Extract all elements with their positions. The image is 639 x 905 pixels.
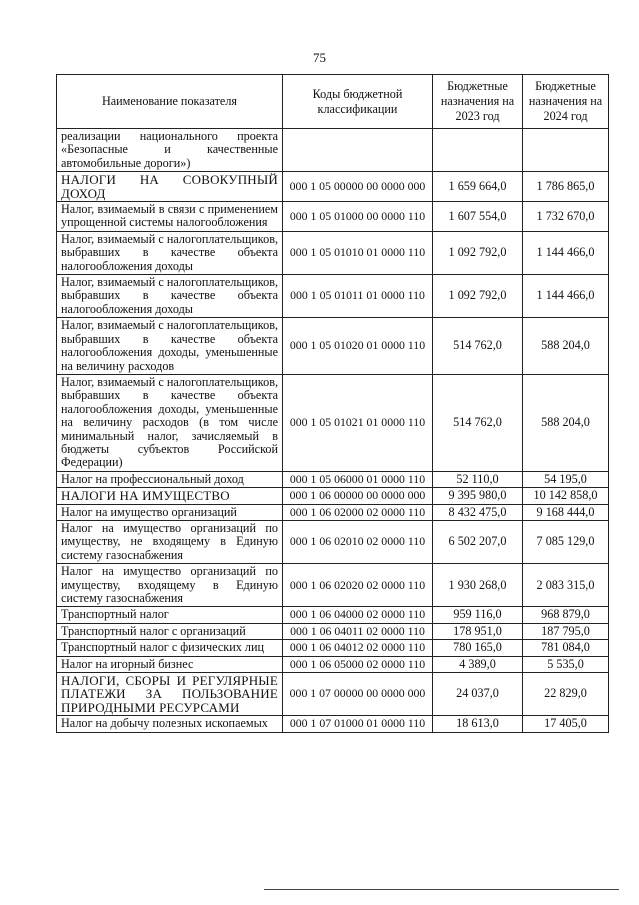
row-name: Налог, взимаемый с налогоплательщиков, выбравших в качестве объекта налогообложения доходы [57,231,283,274]
header-name: Наименование показателя [57,75,283,129]
row-value-2024: 9 168 444,0 [523,504,609,520]
row-name: Транспортный налог с физических лиц [57,640,283,656]
row-name: Транспортный налог [57,607,283,623]
row-name: Налог на профессиональный доход [57,471,283,487]
table-row [57,172,609,202]
row-value-2024: 5 535,0 [523,656,609,672]
table-row [57,275,609,318]
row-value-2024: 10 142 858,0 [523,488,609,504]
header-code: Коды бюджетной классификации [283,75,433,129]
table-row [57,318,609,375]
row-value-2024: 22 829,0 [523,673,609,716]
row-code: 000 1 06 02010 02 0000 110 [283,520,433,563]
header-2023: Бюджетные назначения на 2023 год [433,75,523,129]
row-code: 000 1 05 06000 01 0000 110 [283,471,433,487]
row-name: Налог на добычу полезных ископаемых [57,716,283,732]
row-value-2024: 54 195,0 [523,471,609,487]
row-value-2023: 1 659 664,0 [433,172,523,202]
row-name: НАЛОГИ НА СОВОКУПНЫЙ ДОХОД [57,172,283,202]
row-value-2023: 4 389,0 [433,656,523,672]
row-value-2023: 1 607 554,0 [433,202,523,232]
header-2024: Бюджетные назначения на 2024 год [523,75,609,129]
row-name: НАЛОГИ, СБОРЫ И РЕГУЛЯРНЫЕ ПЛАТЕЖИ ЗА ПОЛЬЗОВАНИЕ ПРИРОДНЫМИ РЕСУРСАМИ [57,673,283,716]
row-code: 000 1 05 01021 01 0000 110 [283,374,433,471]
table-row [57,716,609,732]
row-value-2024 [523,129,609,172]
row-code: 000 1 06 04011 02 0000 110 [283,623,433,639]
row-code: 000 1 06 04000 02 0000 110 [283,607,433,623]
row-name: Налог на имущество организаций по имуществу, входящему в Единую систему газоснабжения [57,564,283,607]
row-value-2023: 514 762,0 [433,318,523,375]
table-row [57,488,609,504]
row-name: Налог, взимаемый в связи с применением упрощенной системы налогообложения [57,202,283,232]
table-row [57,623,609,639]
row-value-2024: 187 795,0 [523,623,609,639]
row-name: Налог, взимаемый с налогоплательщиков, выбравших в качестве объекта налогообложения доходы, уменьшенные на величину расходов (в том числе минимальный налог, зачисляемый в бюджеты субъектов Российской Федерации) [57,374,283,471]
row-value-2023: 1 092 792,0 [433,231,523,274]
row-value-2023: 24 037,0 [433,673,523,716]
table-row [57,202,609,232]
row-value-2023: 18 613,0 [433,716,523,732]
row-code: 000 1 07 01000 01 0000 110 [283,716,433,732]
row-name: НАЛОГИ НА ИМУЩЕСТВО [57,488,283,504]
row-code: 000 1 05 00000 00 0000 000 [283,172,433,202]
bottom-rule [264,889,619,890]
row-value-2023: 780 165,0 [433,640,523,656]
table-row [57,129,609,172]
table-body [57,129,609,733]
table-row [57,374,609,471]
row-code: 000 1 06 05000 02 0000 110 [283,656,433,672]
row-value-2024: 781 084,0 [523,640,609,656]
row-value-2023: 959 116,0 [433,607,523,623]
budget-table [56,74,609,733]
table-row [57,471,609,487]
row-value-2024: 1 144 466,0 [523,275,609,318]
row-code: 000 1 06 02020 02 0000 110 [283,564,433,607]
table-header-row [57,75,609,129]
row-value-2024: 17 405,0 [523,716,609,732]
row-value-2024: 7 085 129,0 [523,520,609,563]
row-value-2024: 588 204,0 [523,374,609,471]
row-code: 000 1 06 04012 02 0000 110 [283,640,433,656]
table-row [57,656,609,672]
row-name: Налог на имущество организаций [57,504,283,520]
row-code: 000 1 06 00000 00 0000 000 [283,488,433,504]
row-value-2023: 1 930 268,0 [433,564,523,607]
row-name: Налог, взимаемый с налогоплательщиков, выбравших в качестве объекта налогообложения доходы, уменьшенные на величину расходов [57,318,283,375]
row-value-2023: 8 432 475,0 [433,504,523,520]
row-value-2023: 9 395 980,0 [433,488,523,504]
row-code [283,129,433,172]
row-value-2023: 52 110,0 [433,471,523,487]
row-value-2024: 1 144 466,0 [523,231,609,274]
row-value-2024: 2 083 315,0 [523,564,609,607]
row-value-2023 [433,129,523,172]
table-row [57,607,609,623]
row-name: Налог, взимаемый с налогоплательщиков, выбравших в качестве объекта налогообложения доходы [57,275,283,318]
table-row [57,640,609,656]
row-value-2024: 1 786 865,0 [523,172,609,202]
row-code: 000 1 06 02000 02 0000 110 [283,504,433,520]
row-value-2024: 968 879,0 [523,607,609,623]
row-code: 000 1 05 01010 01 0000 110 [283,231,433,274]
row-value-2024: 1 732 670,0 [523,202,609,232]
row-name: Транспортный налог с организаций [57,623,283,639]
row-name: реализации национального проекта «Безопасные и качественные автомобильные дороги») [57,129,283,172]
row-code: 000 1 07 00000 00 0000 000 [283,673,433,716]
table-row [57,564,609,607]
row-value-2023: 514 762,0 [433,374,523,471]
row-code: 000 1 05 01011 01 0000 110 [283,275,433,318]
table-row [57,673,609,716]
page-number: 75 [313,50,326,65]
row-value-2023: 178 951,0 [433,623,523,639]
table-row [57,231,609,274]
row-value-2023: 6 502 207,0 [433,520,523,563]
row-value-2023: 1 092 792,0 [433,275,523,318]
row-name: Налог на игорный бизнес [57,656,283,672]
table-row [57,520,609,563]
table-row [57,504,609,520]
row-code: 000 1 05 01020 01 0000 110 [283,318,433,375]
row-name: Налог на имущество организаций по имуществу, не входящему в Единую систему газоснабжения [57,520,283,563]
row-value-2024: 588 204,0 [523,318,609,375]
row-code: 000 1 05 01000 00 0000 110 [283,202,433,232]
